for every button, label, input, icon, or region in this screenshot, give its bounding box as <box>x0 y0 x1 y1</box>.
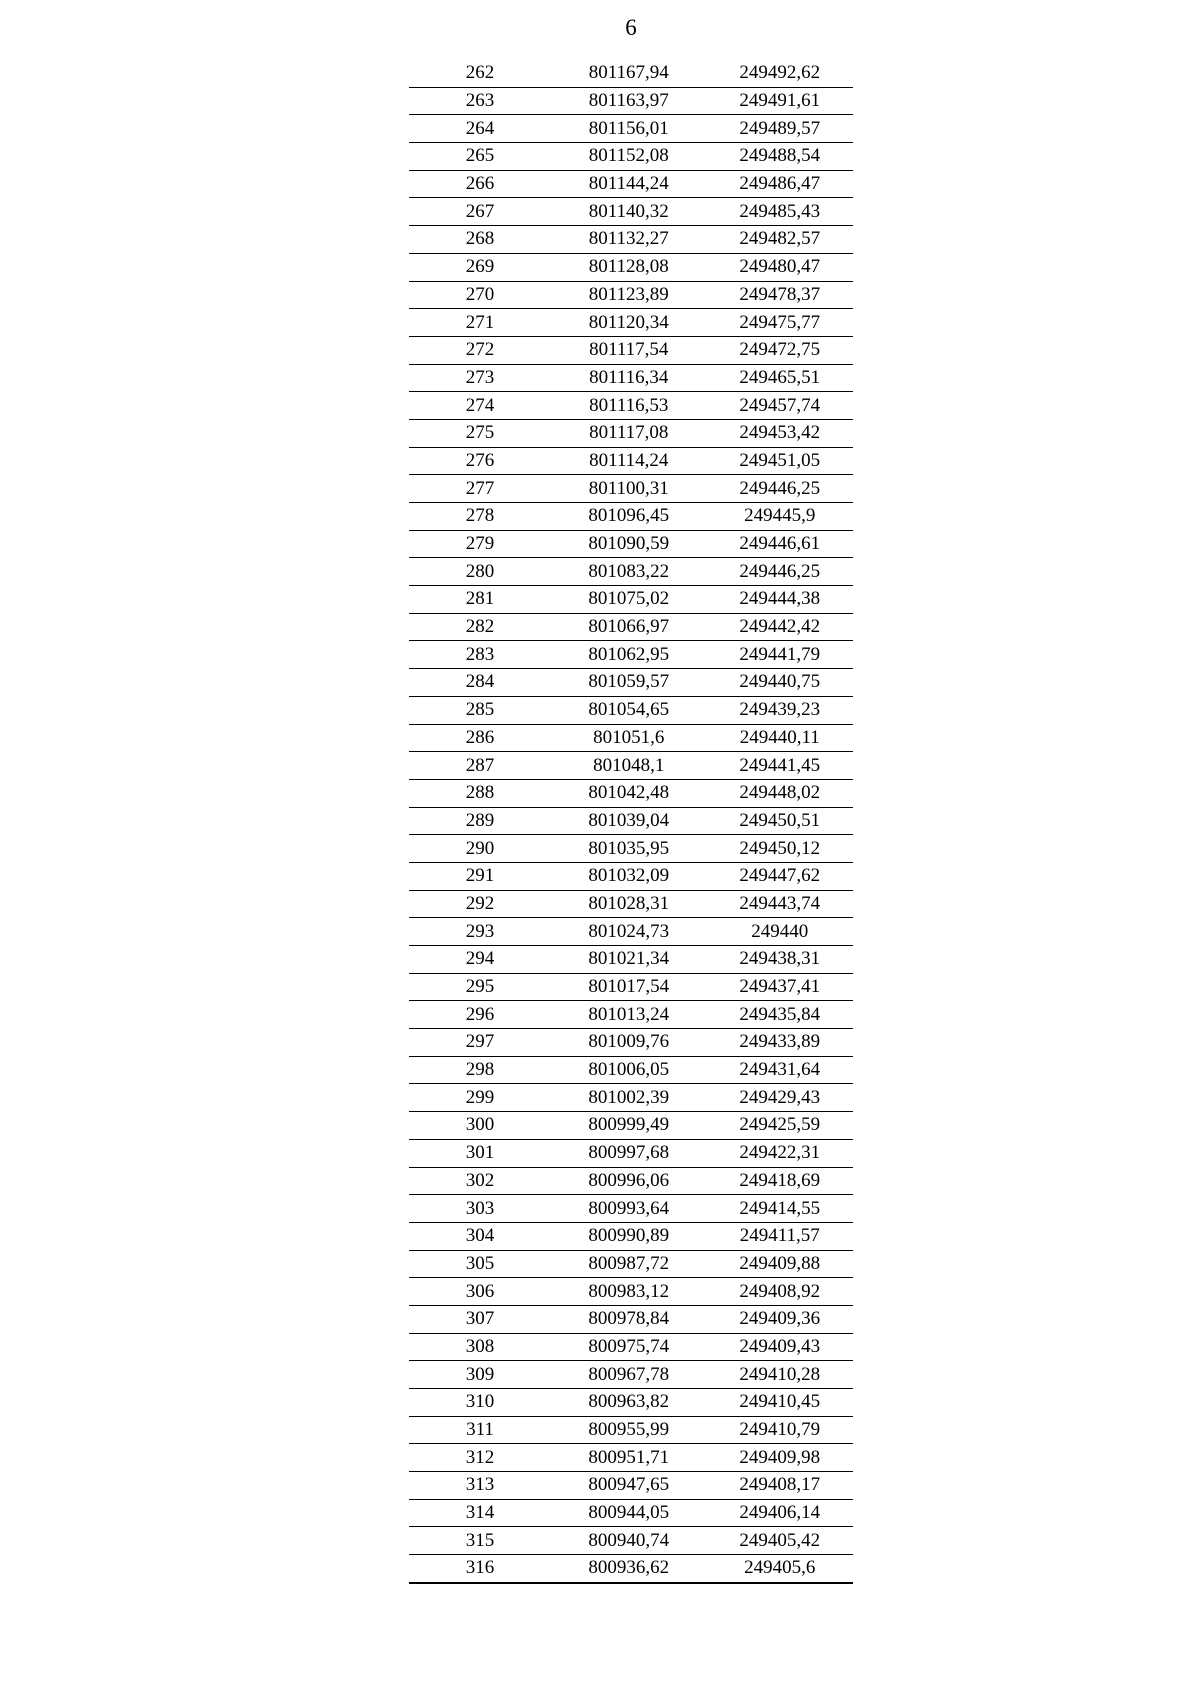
table-row <box>409 779 853 807</box>
y-coordinate-cell: 249450,51 <box>706 807 853 835</box>
y-coordinate-cell: 249492,62 <box>706 60 853 87</box>
x-coordinate-cell: 801090,59 <box>551 530 706 558</box>
y-coordinate-cell: 249425,59 <box>706 1112 853 1140</box>
table-row <box>409 1444 853 1472</box>
table-row <box>409 503 853 531</box>
y-coordinate-cell: 249409,98 <box>706 1444 853 1472</box>
y-coordinate-cell: 249422,31 <box>706 1139 853 1167</box>
table-row <box>409 170 853 198</box>
table-row <box>409 336 853 364</box>
y-coordinate-cell: 249410,79 <box>706 1416 853 1444</box>
point-number-cell: 302 <box>409 1167 551 1195</box>
table-row <box>409 1001 853 1029</box>
table-row <box>409 87 853 115</box>
y-coordinate-cell: 249445,9 <box>706 503 853 531</box>
table-row <box>409 364 853 392</box>
table-row <box>409 1305 853 1333</box>
y-coordinate-cell: 249410,45 <box>706 1389 853 1417</box>
table-row <box>409 1416 853 1444</box>
point-number-cell: 273 <box>409 364 551 392</box>
point-number-cell: 280 <box>409 558 551 586</box>
table-row <box>409 60 853 87</box>
point-number-cell: 278 <box>409 503 551 531</box>
x-coordinate-cell: 801132,27 <box>551 226 706 254</box>
x-coordinate-cell: 801083,22 <box>551 558 706 586</box>
point-number-cell: 262 <box>409 60 551 87</box>
y-coordinate-cell: 249448,02 <box>706 779 853 807</box>
x-coordinate-cell: 801062,95 <box>551 641 706 669</box>
y-coordinate-cell: 249478,37 <box>706 281 853 309</box>
x-coordinate-cell: 800975,74 <box>551 1333 706 1361</box>
table-row <box>409 1139 853 1167</box>
table-row <box>409 447 853 475</box>
y-coordinate-cell: 249446,61 <box>706 530 853 558</box>
y-coordinate-cell: 249411,57 <box>706 1222 853 1250</box>
table-row <box>409 198 853 226</box>
x-coordinate-cell: 801028,31 <box>551 890 706 918</box>
y-coordinate-cell: 249485,43 <box>706 198 853 226</box>
y-coordinate-cell: 249453,42 <box>706 419 853 447</box>
y-coordinate-cell: 249488,54 <box>706 143 853 171</box>
y-coordinate-cell: 249440,11 <box>706 724 853 752</box>
y-coordinate-cell: 249444,38 <box>706 586 853 614</box>
y-coordinate-cell: 249482,57 <box>706 226 853 254</box>
point-number-cell: 314 <box>409 1499 551 1527</box>
table-row <box>409 558 853 586</box>
y-coordinate-cell: 249429,43 <box>706 1084 853 1112</box>
x-coordinate-cell: 800967,78 <box>551 1361 706 1389</box>
x-coordinate-cell: 800951,71 <box>551 1444 706 1472</box>
y-coordinate-cell: 249438,31 <box>706 946 853 974</box>
y-coordinate-cell: 249433,89 <box>706 1029 853 1057</box>
y-coordinate-cell: 249491,61 <box>706 87 853 115</box>
y-coordinate-cell: 249405,6 <box>706 1555 853 1583</box>
table-row <box>409 724 853 752</box>
table-row <box>409 946 853 974</box>
point-number-cell: 270 <box>409 281 551 309</box>
point-number-cell: 291 <box>409 862 551 890</box>
page-number: 6 <box>625 15 637 40</box>
x-coordinate-cell: 800944,05 <box>551 1499 706 1527</box>
y-coordinate-cell: 249409,43 <box>706 1333 853 1361</box>
y-coordinate-cell: 249480,47 <box>706 253 853 281</box>
point-number-cell: 269 <box>409 253 551 281</box>
x-coordinate-cell: 800940,74 <box>551 1527 706 1555</box>
x-coordinate-cell: 801152,08 <box>551 143 706 171</box>
table-row <box>409 807 853 835</box>
table-row <box>409 696 853 724</box>
y-coordinate-cell: 249489,57 <box>706 115 853 143</box>
x-coordinate-cell: 801042,48 <box>551 779 706 807</box>
point-number-cell: 286 <box>409 724 551 752</box>
y-coordinate-cell: 249440 <box>706 918 853 946</box>
coordinates-table <box>409 60 853 1584</box>
table-row <box>409 309 853 337</box>
point-number-cell: 301 <box>409 1139 551 1167</box>
y-coordinate-cell: 249443,74 <box>706 890 853 918</box>
table-row <box>409 253 853 281</box>
y-coordinate-cell: 249472,75 <box>706 336 853 364</box>
table-row <box>409 613 853 641</box>
x-coordinate-cell: 801039,04 <box>551 807 706 835</box>
table-row <box>409 475 853 503</box>
x-coordinate-cell: 800955,99 <box>551 1416 706 1444</box>
x-coordinate-cell: 801116,34 <box>551 364 706 392</box>
x-coordinate-cell: 801017,54 <box>551 973 706 1001</box>
table-row <box>409 281 853 309</box>
y-coordinate-cell: 249435,84 <box>706 1001 853 1029</box>
table-row <box>409 1278 853 1306</box>
table-row <box>409 1472 853 1500</box>
y-coordinate-cell: 249451,05 <box>706 447 853 475</box>
y-coordinate-cell: 249408,92 <box>706 1278 853 1306</box>
point-number-cell: 297 <box>409 1029 551 1057</box>
y-coordinate-cell: 249439,23 <box>706 696 853 724</box>
x-coordinate-cell: 801140,32 <box>551 198 706 226</box>
x-coordinate-cell: 801002,39 <box>551 1084 706 1112</box>
x-coordinate-cell: 801048,1 <box>551 752 706 780</box>
x-coordinate-cell: 801032,09 <box>551 862 706 890</box>
point-number-cell: 283 <box>409 641 551 669</box>
x-coordinate-cell: 800993,64 <box>551 1195 706 1223</box>
x-coordinate-cell: 801128,08 <box>551 253 706 281</box>
x-coordinate-cell: 801117,54 <box>551 336 706 364</box>
table-row <box>409 1222 853 1250</box>
table-row <box>409 143 853 171</box>
point-number-cell: 263 <box>409 87 551 115</box>
x-coordinate-cell: 801035,95 <box>551 835 706 863</box>
point-number-cell: 272 <box>409 336 551 364</box>
x-coordinate-cell: 800999,49 <box>551 1112 706 1140</box>
point-number-cell: 290 <box>409 835 551 863</box>
x-coordinate-cell: 801054,65 <box>551 696 706 724</box>
x-coordinate-cell: 801156,01 <box>551 115 706 143</box>
point-number-cell: 284 <box>409 669 551 697</box>
y-coordinate-cell: 249418,69 <box>706 1167 853 1195</box>
table-row <box>409 115 853 143</box>
point-number-cell: 308 <box>409 1333 551 1361</box>
x-coordinate-cell: 801075,02 <box>551 586 706 614</box>
table-row <box>409 226 853 254</box>
point-number-cell: 313 <box>409 1472 551 1500</box>
point-number-cell: 279 <box>409 530 551 558</box>
point-number-cell: 305 <box>409 1250 551 1278</box>
y-coordinate-cell: 249442,42 <box>706 613 853 641</box>
x-coordinate-cell: 800947,65 <box>551 1472 706 1500</box>
x-coordinate-cell: 800963,82 <box>551 1389 706 1417</box>
y-coordinate-cell: 249446,25 <box>706 558 853 586</box>
table-row <box>409 752 853 780</box>
x-coordinate-cell: 801163,97 <box>551 87 706 115</box>
x-coordinate-cell: 801123,89 <box>551 281 706 309</box>
point-number-cell: 295 <box>409 973 551 1001</box>
x-coordinate-cell: 800990,89 <box>551 1222 706 1250</box>
table-row <box>409 1527 853 1555</box>
point-number-cell: 292 <box>409 890 551 918</box>
y-coordinate-cell: 249408,17 <box>706 1472 853 1500</box>
table-row <box>409 1555 853 1583</box>
x-coordinate-cell: 800987,72 <box>551 1250 706 1278</box>
y-coordinate-cell: 249486,47 <box>706 170 853 198</box>
table-row <box>409 1112 853 1140</box>
x-coordinate-cell: 801059,57 <box>551 669 706 697</box>
table-row <box>409 669 853 697</box>
y-coordinate-cell: 249409,36 <box>706 1305 853 1333</box>
table-row <box>409 835 853 863</box>
y-coordinate-cell: 249447,62 <box>706 862 853 890</box>
y-coordinate-cell: 249465,51 <box>706 364 853 392</box>
x-coordinate-cell: 801013,24 <box>551 1001 706 1029</box>
y-coordinate-cell: 249410,28 <box>706 1361 853 1389</box>
point-number-cell: 289 <box>409 807 551 835</box>
table-row <box>409 1361 853 1389</box>
point-number-cell: 271 <box>409 309 551 337</box>
y-coordinate-cell: 249441,79 <box>706 641 853 669</box>
x-coordinate-cell: 801096,45 <box>551 503 706 531</box>
y-coordinate-cell: 249409,88 <box>706 1250 853 1278</box>
table-row <box>409 890 853 918</box>
y-coordinate-cell: 249446,25 <box>706 475 853 503</box>
y-coordinate-cell: 249414,55 <box>706 1195 853 1223</box>
point-number-cell: 288 <box>409 779 551 807</box>
x-coordinate-cell: 800997,68 <box>551 1139 706 1167</box>
y-coordinate-cell: 249441,45 <box>706 752 853 780</box>
point-number-cell: 277 <box>409 475 551 503</box>
point-number-cell: 316 <box>409 1555 551 1583</box>
table-row <box>409 1029 853 1057</box>
y-coordinate-cell: 249405,42 <box>706 1527 853 1555</box>
table-row <box>409 973 853 1001</box>
table-row <box>409 1056 853 1084</box>
point-number-cell: 310 <box>409 1389 551 1417</box>
table-row <box>409 1167 853 1195</box>
point-number-cell: 315 <box>409 1527 551 1555</box>
y-coordinate-cell: 249431,64 <box>706 1056 853 1084</box>
point-number-cell: 285 <box>409 696 551 724</box>
table-row <box>409 1084 853 1112</box>
point-number-cell: 282 <box>409 613 551 641</box>
table-row <box>409 862 853 890</box>
y-coordinate-cell: 249450,12 <box>706 835 853 863</box>
x-coordinate-cell: 801009,76 <box>551 1029 706 1057</box>
coordinates-table-body <box>409 60 853 1583</box>
x-coordinate-cell: 801051,6 <box>551 724 706 752</box>
point-number-cell: 307 <box>409 1305 551 1333</box>
x-coordinate-cell: 801066,97 <box>551 613 706 641</box>
x-coordinate-cell: 800996,06 <box>551 1167 706 1195</box>
x-coordinate-cell: 800978,84 <box>551 1305 706 1333</box>
point-number-cell: 266 <box>409 170 551 198</box>
point-number-cell: 296 <box>409 1001 551 1029</box>
x-coordinate-cell: 801116,53 <box>551 392 706 420</box>
table-row <box>409 1195 853 1223</box>
point-number-cell: 268 <box>409 226 551 254</box>
point-number-cell: 275 <box>409 419 551 447</box>
table-row <box>409 641 853 669</box>
table-row <box>409 918 853 946</box>
point-number-cell: 276 <box>409 447 551 475</box>
x-coordinate-cell: 801117,08 <box>551 419 706 447</box>
table-row <box>409 1389 853 1417</box>
table-row <box>409 530 853 558</box>
table-row <box>409 1250 853 1278</box>
x-coordinate-cell: 800983,12 <box>551 1278 706 1306</box>
point-number-cell: 267 <box>409 198 551 226</box>
y-coordinate-cell: 249406,14 <box>706 1499 853 1527</box>
x-coordinate-cell: 801114,24 <box>551 447 706 475</box>
point-number-cell: 303 <box>409 1195 551 1223</box>
point-number-cell: 311 <box>409 1416 551 1444</box>
table-row <box>409 392 853 420</box>
point-number-cell: 265 <box>409 143 551 171</box>
x-coordinate-cell: 801024,73 <box>551 918 706 946</box>
point-number-cell: 300 <box>409 1112 551 1140</box>
table-row <box>409 419 853 447</box>
point-number-cell: 287 <box>409 752 551 780</box>
x-coordinate-cell: 801006,05 <box>551 1056 706 1084</box>
y-coordinate-cell: 249475,77 <box>706 309 853 337</box>
point-number-cell: 293 <box>409 918 551 946</box>
table-row <box>409 586 853 614</box>
point-number-cell: 304 <box>409 1222 551 1250</box>
point-number-cell: 264 <box>409 115 551 143</box>
table-row <box>409 1333 853 1361</box>
point-number-cell: 312 <box>409 1444 551 1472</box>
y-coordinate-cell: 249437,41 <box>706 973 853 1001</box>
y-coordinate-cell: 249457,74 <box>706 392 853 420</box>
x-coordinate-cell: 801167,94 <box>551 60 706 87</box>
point-number-cell: 309 <box>409 1361 551 1389</box>
point-number-cell: 274 <box>409 392 551 420</box>
point-number-cell: 281 <box>409 586 551 614</box>
x-coordinate-cell: 801120,34 <box>551 309 706 337</box>
x-coordinate-cell: 801100,31 <box>551 475 706 503</box>
point-number-cell: 298 <box>409 1056 551 1084</box>
point-number-cell: 294 <box>409 946 551 974</box>
table-row <box>409 1499 853 1527</box>
x-coordinate-cell: 800936,62 <box>551 1555 706 1583</box>
y-coordinate-cell: 249440,75 <box>706 669 853 697</box>
point-number-cell: 299 <box>409 1084 551 1112</box>
point-number-cell: 306 <box>409 1278 551 1306</box>
x-coordinate-cell: 801144,24 <box>551 170 706 198</box>
x-coordinate-cell: 801021,34 <box>551 946 706 974</box>
